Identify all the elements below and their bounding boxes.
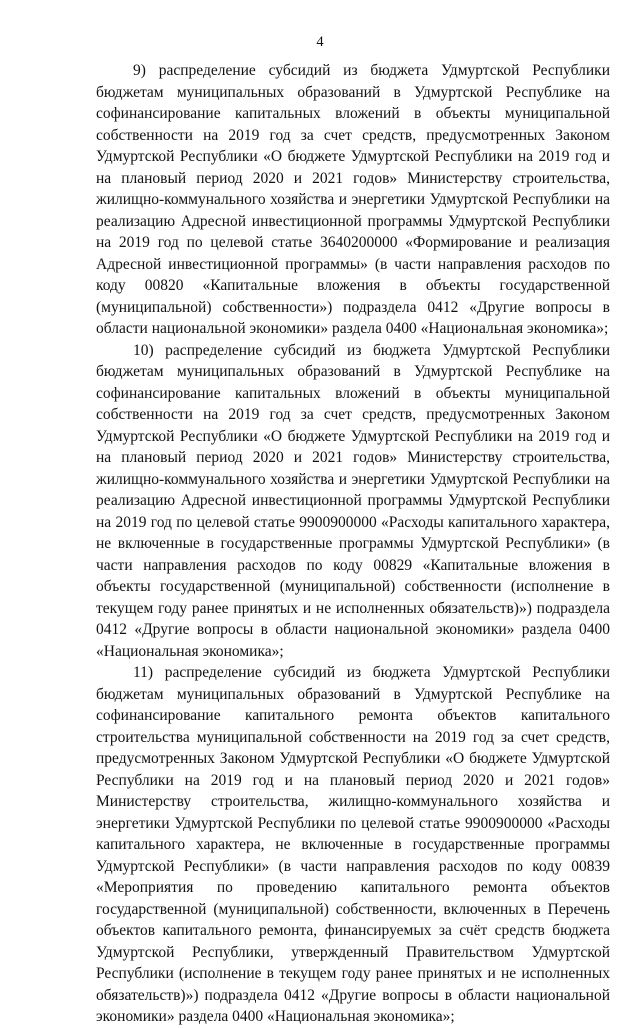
- paragraph-item-10: 10) распределение субсидий из бюджета Удмуртской Республики бюджетам муниципальных образований в Удмуртской Республике на софинансирование капитальных вложений в объекты муниципальной собственности на 2019 год за счет средств, предусмотренных Законом Удмуртской Республики «О бюджете Удмуртской Республики на 2019 год и на плановый период 2020 и 2021 годов» Министерству строительства, жилищно-коммунального хозяйства и энергетики Удмуртской Республики на реализацию Адресной инвестиционной программы Удмуртской Республики на 2019 год по целевой статье 9900900000 «Расходы капитального характера, не включенные в государственные программы Удмуртской Республики» (в части направления расходов по коду 00829 «Капитальные вложения в объекты государственной (муниципальной) собственности (исполнение в текущем году ранее принятых и не исполненных обязательств)») подраздела 0412 «Другие вопросы в области национальной экономики» раздела 0400 «Национальная экономика»;: [96, 341, 610, 660]
- paragraph-item-11: 11) распределение субсидий из бюджета Удмуртской Республики бюджетам муниципальных образований в Удмуртской Республике на софинансирование капитального ремонта объектов капитального строительства муниципальной собственности на 2019 год за счет средств, предусмотренных Законом Удмуртской Республики «О бюджете Удмуртской Республики на 2019 год и на плановый период 2020 и 2021 годов» Министерству строительства, жилищно-коммунального хозяйства и энергетики Удмуртской Республики по целевой статье 9900900000 «Расходы капитального характера, не включенные в государственные программы Удмуртской Республики» (в части направления расходов по коду 00839 «Мероприятия по проведению капитального ремонта объектов государственной (муниципальной) собственности, включенных в Перечень объектов капитального ремонта, финансируемых за счёт средств бюджета Удмуртской Республики, утвержденный Правительством Удмуртской Республики (исполнение в текущем году ранее принятых и не исполненных обязательств)») подраздела 0412 «Другие вопросы в области национальной экономики» раздела 0400 «Национальная экономика»;: [96, 664, 610, 1025]
- page-number: 4: [316, 34, 324, 50]
- paragraph-item-9: 9) распределение субсидий из бюджета Удмуртской Республики бюджетам муниципальных образований в Удмуртской Республике на софинансирование капитальных вложений в объекты муниципальной собственности на 2019 год за счет средств, предусмотренных Законом Удмуртской Республики «О бюджете Удмуртской Республики на 2019 год и на плановый период 2020 и 2021 годов» Министерству строительства, жилищно-коммунального хозяйства и энергетики Удмуртской Республики на реализацию Адресной инвестиционной программы Удмуртской Республики на 2019 год по целевой статье 3640200000 «Формирование и реализация Адресной инвестиционной программы» (в части направления расходов по коду 00820 «Капитальные вложения в объекты государственной (муниципальной) собственности») подраздела 0412 «Другие вопросы в области национальной экономики» раздела 0400 «Национальная экономика»;: [96, 62, 610, 337]
- document-body: [96, 60, 610, 1028]
